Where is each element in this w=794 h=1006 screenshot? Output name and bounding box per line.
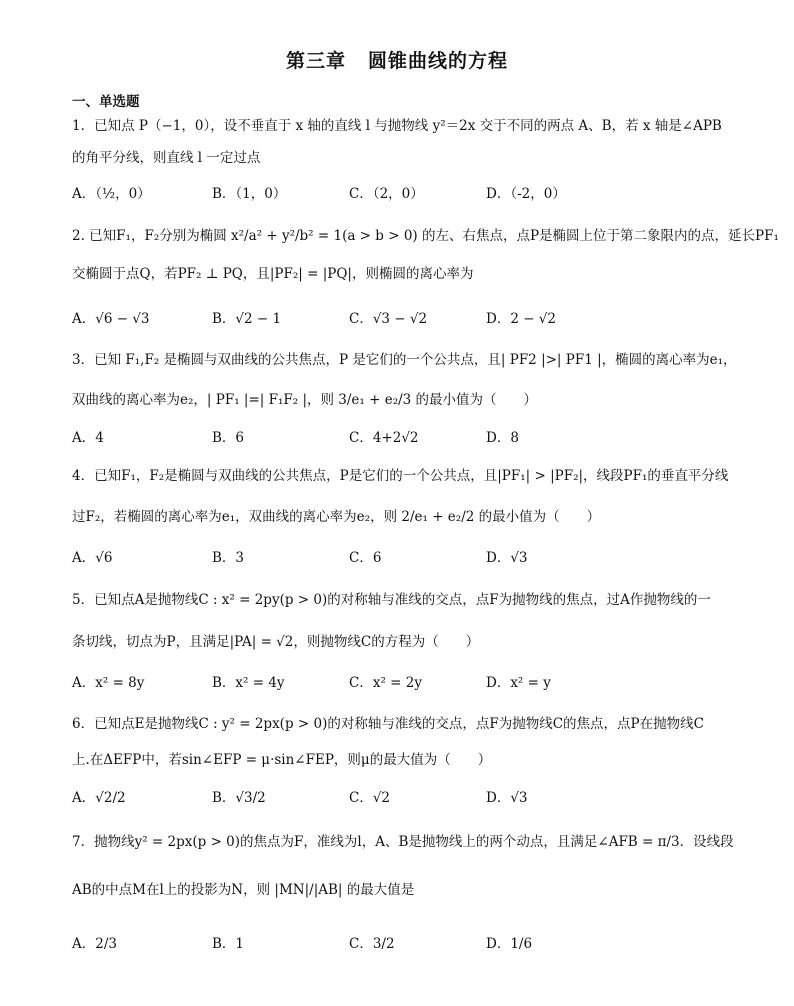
option-b: B．3 <box>212 550 245 566</box>
question-6-line-2: 上.在ΔEFP中，若sin∠EFP = μ·sin∠FEP，则μ的最大值为（ ） <box>72 752 492 768</box>
option-a: A．2/3 <box>72 936 117 952</box>
option-d: D．8 <box>486 430 519 446</box>
question-7-line-2: AB的中点M在l上的投影为N，则 |MN|/|AB| 的最大值是 <box>72 882 415 898</box>
question-4-line-1: 4．已知F₁，F₂是椭圆与双曲线的公共焦点，P是它们的一个公共点，且|PF₁| > |PF₂|，线段PF₁的垂直平分线 <box>72 468 729 484</box>
question-4-line-2: 过F₂，若椭圆的离心率为e₁，双曲线的离心率为e₂，则 2/e₁ + e₂/2 的最小值为（ ） <box>72 509 601 525</box>
question-1-line-1: 1．已知点 P（−1，0），设不垂直于 x 轴的直线 l 与抛物线 y²＝2x 交于不同的两点 A、B，若 x 轴是∠APB <box>72 118 722 134</box>
question-5-line-1: 5．已知点A是抛物线C : x² = 2py(p > 0)的对称轴与准线的交点，点F为抛物线的焦点，过A作抛物线的一 <box>72 592 711 608</box>
option-b: B．√3/2 <box>212 790 266 806</box>
question-5-line-2: 条切线，切点为P，且满足|PA| = √2，则抛物线C的方程为（ ） <box>72 634 480 650</box>
question-1-line-2: 的角平分线，则直线 l 一定过点 <box>72 150 261 166</box>
option-a: A．√6 <box>72 550 113 566</box>
option-b: B．1 <box>212 936 245 952</box>
section-heading: 一、单选题 <box>72 94 140 110</box>
option-b: B．6 <box>212 430 245 446</box>
option-a: A．4 <box>72 430 104 446</box>
question-6-line-1: 6．已知点E是抛物线C : y² = 2px(p > 0)的对称轴与准线的交点，点F为抛物线C的焦点，点P在抛物线C <box>72 716 704 732</box>
question-3-line-1: 3．已知 F₁,F₂ 是椭圆与双曲线的公共焦点，P 是它们的一个公共点，且| PF2 |>| PF1 |，椭圆的离心率为e₁， <box>72 352 737 368</box>
option-b: B．√2 − 1 <box>212 311 282 327</box>
chapter-number: 第三章 <box>285 50 346 72</box>
question-7-line-1: 7．抛物线y² = 2px(p > 0)的焦点为F，准线为l，A、B是抛物线上的两个动点，且满足∠AFB = π/3．设线段 <box>72 834 734 850</box>
option-d: D．1/6 <box>486 936 533 952</box>
option-b: B．（1，0） <box>212 186 287 202</box>
option-a: A．√2/2 <box>72 790 126 806</box>
option-c: C．3/2 <box>349 936 395 952</box>
option-d: D．2 − √2 <box>486 311 556 327</box>
option-a: A．（½，0） <box>72 186 151 202</box>
option-c: C．x² = 2y <box>349 675 422 691</box>
option-c: C．√3 − √2 <box>349 311 428 327</box>
question-3-line-2: 双曲线的离心率为e₂，| PF₁ |=| F₁F₂ |，则 3/e₁ + e₂/3 的最小值为（ ） <box>72 392 538 408</box>
option-c: C．√2 <box>349 790 391 806</box>
question-2-line-2: 交椭圆于点Q，若PF₂ ⊥ PQ，且|PF₂| = |PQ|，则椭圆的离心率为 <box>72 266 474 282</box>
option-c: C．6 <box>349 550 382 566</box>
question-2-line-1: 2. 已知F₁，F₂分别为椭圆 x²/a² + y²/b² = 1(a > b > 0) 的左、右焦点，点P是椭圆上位于第二象限内的点，延长PF₁ <box>72 228 779 244</box>
option-b: B．x² = 4y <box>212 675 285 691</box>
option-c: C．（2，0） <box>349 186 424 202</box>
option-d: D．√3 <box>486 790 528 806</box>
chapter-title <box>0 46 794 73</box>
chapter-name: 圆锥曲线的方程 <box>368 50 509 72</box>
option-d: D．（-2，0） <box>486 186 566 202</box>
option-d: D．√3 <box>486 550 528 566</box>
option-d: D．x² = y <box>486 675 551 691</box>
option-c: C．4+2√2 <box>349 430 419 446</box>
option-a: A．x² = 8y <box>72 675 145 691</box>
option-a: A．√6 − √3 <box>72 311 150 327</box>
